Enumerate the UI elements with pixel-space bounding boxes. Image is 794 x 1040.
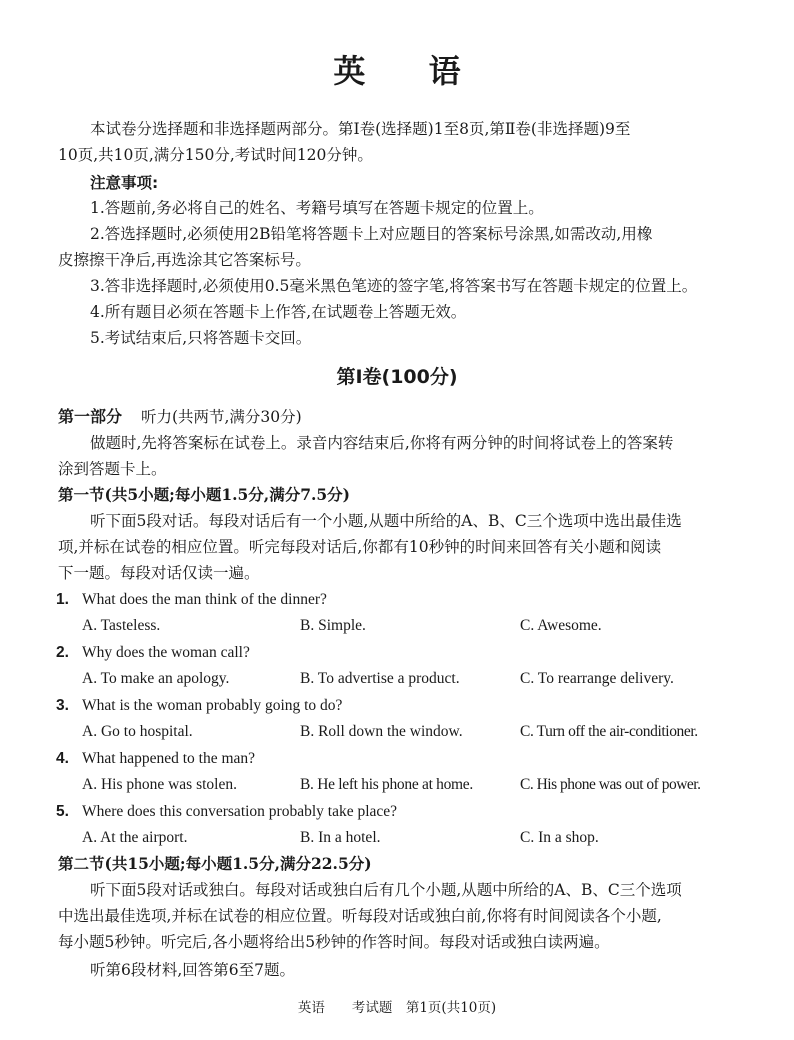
question-3 (56, 693, 342, 719)
q3-option-b: B. Roll down the window. (300, 723, 463, 740)
question-4 (56, 746, 255, 772)
page-title: 英 语 (333, 52, 487, 90)
notice-item-4: 4.所有题目必须在答题卡上作答,在试题卷上答题无效。 (90, 303, 467, 321)
question-text: What happened to the man? (82, 750, 256, 767)
part1-heading (58, 404, 302, 430)
q5-option-b: B. In a hotel. (300, 829, 381, 846)
q1-option-b: B. Simple. (300, 617, 366, 634)
section1-heading: 第一节(共5小题;每小题1.5分,满分7.5分) (58, 485, 351, 504)
intro-line-1: 本试卷分选择题和非选择题两部分。第Ⅰ卷(选择题)1至8页,第Ⅱ卷(非选择题)9至 (90, 120, 631, 138)
part1-heading-rest: 听力(共两节,满分30分) (140, 408, 302, 426)
notice-item-2-cont: 皮擦擦干净后,再选涂其它答案标号。 (58, 251, 311, 269)
question-number: 1. (56, 591, 69, 608)
section1-desc-3: 下一题。每段对话仅读一遍。 (58, 564, 260, 582)
q1-option-c: C. Awesome. (520, 617, 602, 634)
q5-option-a: A. At the airport. (82, 829, 188, 846)
part1-heading-bold: 第一部分 (58, 407, 123, 426)
notice-item-5: 5.考试结束后,只将答题卡交回。 (90, 329, 312, 347)
notice-item-1: 1.答题前,务必将自己的姓名、考籍号填写在答题卡规定的位置上。 (90, 199, 544, 217)
part1-desc-1: 做题时,先将答案标在试卷上。录音内容结束后,你将有两分钟的时间将试卷上的答案转 (90, 434, 674, 452)
intro-line-2: 10页,共10页,满分150分,考试时间120分钟。 (58, 146, 373, 164)
question-text: Where does this conversation probably take place? (82, 803, 398, 820)
notice-item-3: 3.答非选择题时,必须使用0.5毫米黑色笔迹的签字笔,将答案书写在答题卡规定的位置上。 (90, 277, 698, 295)
q3-option-a: A. Go to hospital. (82, 723, 193, 740)
section1-desc-2: 项,并标在试卷的相应位置。听完每段对话后,你都有10秒钟的时间来回答有关小题和阅读 (58, 538, 662, 556)
notice-heading: 注意事项: (90, 174, 159, 192)
section1-desc-1: 听下面5段对话。每段对话后有一个小题,从题中所给的A、B、C三个选项中选出最佳选 (90, 512, 682, 530)
question-number: 3. (56, 697, 69, 714)
notice-item-2: 2.答选择题时,必须使用2B铅笔将答题卡上对应题目的答案标号涂黑,如需改动,用橡 (90, 225, 653, 243)
q2-option-b: B. To advertise a product. (300, 670, 460, 687)
question-number: 2. (56, 644, 69, 661)
section2-desc-1: 听下面5段对话或独白。每段对话或独白后有几个小题,从题中所给的A、B、C三个选项 (90, 881, 682, 899)
q4-option-a: A. His phone was stolen. (82, 776, 237, 793)
question-text: What does the man think of the dinner? (82, 591, 327, 608)
volume-title: 第Ⅰ卷(100分) (336, 366, 458, 388)
q1-option-a: A. Tasteless. (82, 617, 161, 634)
question-text: Why does the woman call? (82, 644, 250, 661)
q4-option-c: C. His phone was out of power. (520, 776, 701, 793)
q2-option-c: C. To rearrange delivery. (520, 670, 674, 687)
question-text: What is the woman probably going to do? (82, 697, 343, 714)
question-number: 4. (56, 750, 69, 767)
question-number: 5. (56, 803, 69, 820)
question-1 (56, 587, 327, 613)
section2-desc-3: 每小题5秒钟。听完后,各小题将给出5秒钟的作答时间。每段对话或独白读两遍。 (58, 933, 610, 951)
question-5 (56, 799, 397, 825)
q2-option-a: A. To make an apology. (82, 670, 230, 687)
q4-option-b: B. He left his phone at home. (300, 776, 473, 793)
q5-option-c: C. In a shop. (520, 829, 599, 846)
q3-option-c: C. Turn off the air-conditioner. (520, 723, 698, 740)
part1-desc-2: 涂到答题卡上。 (58, 460, 167, 478)
section2-desc-4: 听第6段材料,回答第6至7题。 (90, 961, 296, 979)
section2-heading: 第二节(共15小题;每小题1.5分,满分22.5分) (58, 854, 372, 873)
page-footer: 英语 考试题 第1页(共10页) (297, 1000, 497, 1016)
section2-desc-2: 中选出最佳选项,并标在试卷的相应位置。听每段对话或独白前,你将有时间阅读各个小题, (58, 907, 662, 925)
question-2 (56, 640, 250, 666)
